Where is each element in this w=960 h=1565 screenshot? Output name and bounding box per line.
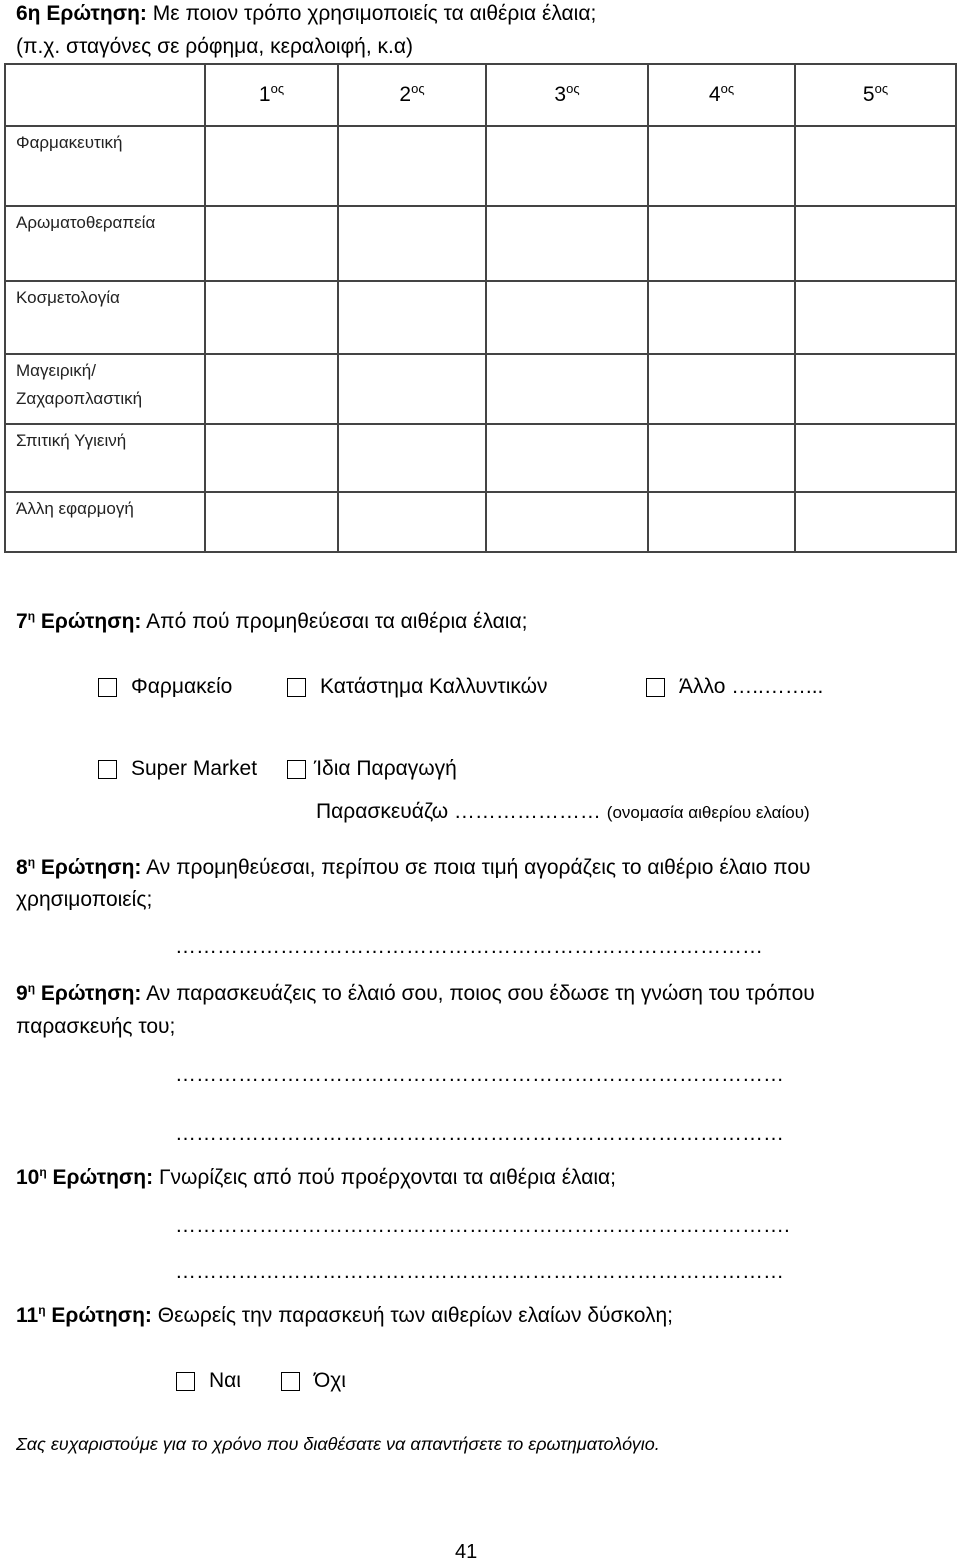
answer-line[interactable]: ……………………………………………………………………………. (175, 1214, 790, 1237)
table-cell[interactable] (486, 492, 648, 552)
table-cell[interactable] (795, 281, 956, 354)
option-no-label: Όχι (314, 1369, 346, 1392)
table-cell[interactable] (648, 281, 795, 354)
row-label: Σπιτική Υγιεινή (5, 424, 205, 492)
table-row (5, 354, 956, 424)
table-cell[interactable] (205, 424, 338, 492)
option-other-label: Άλλο …..……... (679, 675, 824, 698)
question-11-number: $11^\eta$ (16, 1303, 46, 1327)
question-6-hint: (π.χ. σταγόνες σε ρόφημα, κεραλοιφή, κ.α) (16, 35, 414, 58)
option-super-market-label: Super Market (131, 757, 258, 780)
question-9-text: Αν παρασκευάζεις το έλαιό σου, ποιος σου έδωσε τη γνώση του τρόπου (146, 982, 815, 1005)
checkbox-icon[interactable] (287, 760, 306, 779)
question-8-text: Αν προμηθεύεσαι, περίπου σε ποια τιμή αγοράζεις το αιθέριο έλαιο που (146, 856, 811, 879)
question-10-label: Ερώτηση: (52, 1166, 154, 1189)
question-8-label: Ερώτηση: (40, 856, 142, 879)
table-cell[interactable] (338, 281, 486, 354)
prepare-note: (ονομασία αιθερίου ελαίου) (606, 803, 810, 822)
question-8-text-continued: χρησιμοποιείς; (16, 888, 153, 911)
answer-line[interactable]: ………………………………………………………………………… (175, 935, 763, 958)
table-row (5, 424, 956, 492)
option-own-production[interactable] (287, 757, 457, 781)
table-cell[interactable] (205, 354, 338, 424)
checkbox-icon[interactable] (98, 760, 117, 779)
checkbox-icon[interactable] (287, 678, 306, 697)
option-pharmacy[interactable] (98, 675, 232, 699)
table-cell[interactable] (795, 354, 956, 424)
table-header-col-3: $3^{o\varsigma}$ (486, 64, 648, 126)
page-number: 41 (455, 1541, 478, 1563)
table-cell[interactable] (486, 424, 648, 492)
question-7 (16, 610, 527, 634)
checkbox-icon[interactable] (646, 678, 665, 697)
answer-line[interactable]: …………………………………………………………………………… (175, 1122, 784, 1145)
question-10 (16, 1166, 616, 1190)
table-cell[interactable] (205, 126, 338, 206)
question-6-number: 6η (16, 2, 41, 25)
option-no[interactable] (281, 1369, 346, 1393)
option-other[interactable] (646, 675, 823, 699)
question-6 (16, 2, 596, 26)
option-cosmetics-store-label: Κατάστημα Καλλυντικών (320, 675, 548, 698)
answer-line[interactable]: …………………………………………………………………………… (175, 1063, 784, 1086)
question-6-label: Ερώτηση: (46, 2, 147, 25)
table-cell[interactable] (338, 206, 486, 281)
table-row (5, 126, 956, 206)
option-pharmacy-label: Φαρμακείο (131, 675, 233, 698)
option-super-market[interactable] (98, 757, 257, 781)
table-cell[interactable] (795, 126, 956, 206)
option-yes[interactable] (176, 1369, 241, 1393)
table-cell[interactable] (205, 281, 338, 354)
question-10-text: Γνωρίζεις από πού προέρχονται τα αιθέρια έλαια; (158, 1166, 617, 1189)
table-cell[interactable] (648, 206, 795, 281)
question-9-label: Ερώτηση: (40, 982, 142, 1005)
question-8 (16, 856, 811, 880)
row-label: Μαγειρική/ Ζαχαροπλαστική (5, 354, 205, 424)
prepare-line (316, 800, 810, 824)
table-header-col-4: $4^{o\varsigma}$ (648, 64, 795, 126)
table-header-row (5, 64, 956, 126)
row-label: Φαρμακευτική (5, 126, 205, 206)
table-cell[interactable] (648, 126, 795, 206)
checkbox-icon[interactable] (281, 1372, 300, 1391)
table-cell[interactable] (648, 492, 795, 552)
table-cell[interactable] (486, 206, 648, 281)
question-10-number: $10^\eta$ (16, 1165, 47, 1189)
table-cell[interactable] (338, 126, 486, 206)
option-yes-label: Ναι (209, 1369, 241, 1392)
table-cell[interactable] (338, 424, 486, 492)
table-header-empty (5, 64, 205, 126)
table-cell[interactable] (486, 281, 648, 354)
table-row (5, 492, 956, 552)
option-own-production-label: Ίδια Παραγωγή (314, 757, 457, 780)
row-label: Κοσμετολογία (5, 281, 205, 354)
question-7-label: Ερώτηση: (40, 610, 142, 633)
question-11-label: Ερώτηση: (51, 1304, 152, 1327)
question-9-number: $9^\eta$ (16, 981, 36, 1005)
answer-line[interactable]: …………………………………………………………………………… (175, 1260, 784, 1283)
question-11-text: Θεωρείς την παρασκευή των αιθερίων ελαίων δύσκολη; (157, 1304, 674, 1327)
checkbox-icon[interactable] (98, 678, 117, 697)
table-row (5, 206, 956, 281)
table-header-col-2: $2^{o\varsigma}$ (338, 64, 486, 126)
question-9 (16, 982, 815, 1006)
thank-you-note: Σας ευχαριστούμε για το χρόνο που διαθέσατε να απαντήσετε το ερωτηματολόγιο. (16, 1434, 660, 1454)
table-row (5, 281, 956, 354)
checkbox-icon[interactable] (176, 1372, 195, 1391)
table-header-col-1: $1^{o\varsigma}$ (205, 64, 338, 126)
usage-ranking-table (4, 63, 957, 553)
question-6-text: Με ποιον τρόπο χρησιμοποιείς τα αιθέρια έλαια; (152, 2, 597, 25)
table-cell[interactable] (795, 424, 956, 492)
question-7-text: Από πού προμηθεύεσαι τα αιθέρια έλαια; (146, 610, 528, 633)
question-8-number: $8^\eta$ (16, 855, 36, 879)
row-label: Αρωματοθεραπεία (5, 206, 205, 281)
question-7-number: $7^\eta$ (16, 609, 36, 633)
table-cell[interactable] (648, 424, 795, 492)
prepare-label: Παρασκευάζω ………………… (316, 800, 601, 823)
table-cell[interactable] (486, 126, 648, 206)
option-cosmetics-store[interactable] (287, 675, 548, 699)
table-cell[interactable] (486, 354, 648, 424)
table-cell[interactable] (338, 492, 486, 552)
table-cell[interactable] (648, 354, 795, 424)
question-11 (16, 1304, 673, 1328)
table-cell[interactable] (338, 354, 486, 424)
table-cell[interactable] (205, 206, 338, 281)
table-cell[interactable] (795, 492, 956, 552)
row-label: Άλλη εφαρμογή (5, 492, 205, 552)
question-9-text-continued: παρασκευής του; (16, 1015, 176, 1038)
table-cell[interactable] (795, 206, 956, 281)
table-cell[interactable] (205, 492, 338, 552)
table-header-col-5: $5^{o\varsigma}$ (795, 64, 956, 126)
